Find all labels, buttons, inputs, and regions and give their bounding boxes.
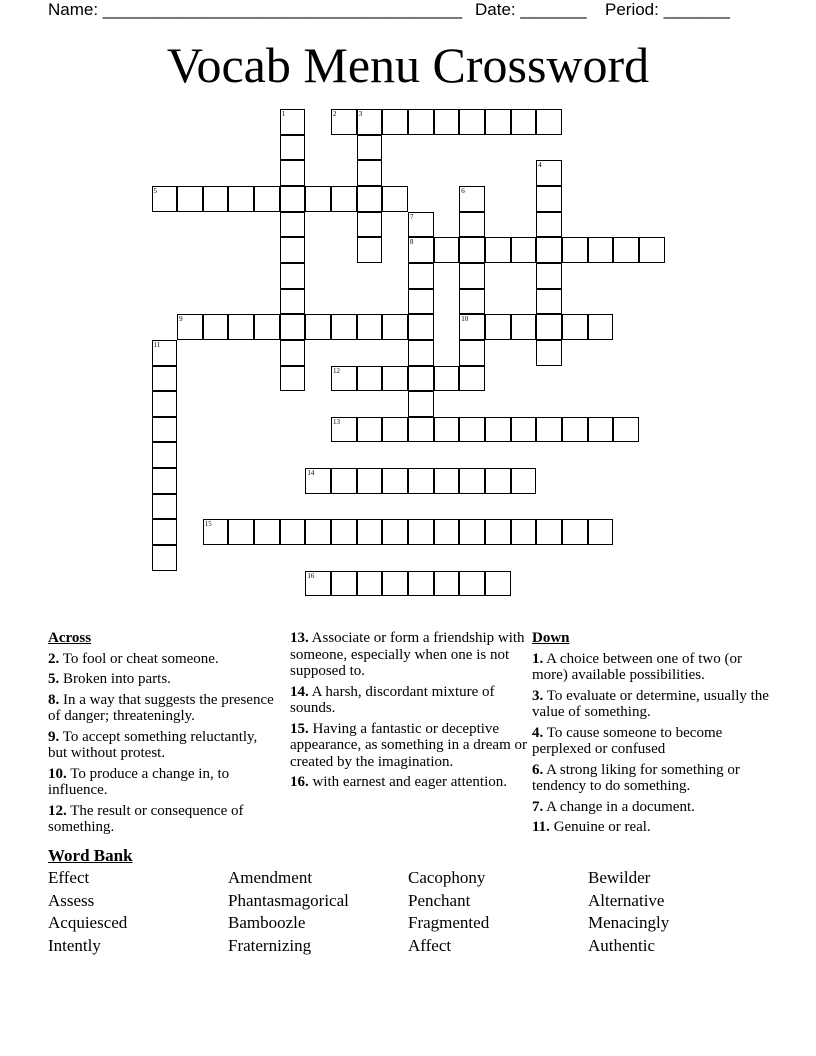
down-heading: Down <box>532 630 570 646</box>
clue-item <box>532 762 772 795</box>
clue-text: A choice between one of two (or more) available possibilities. <box>532 650 742 683</box>
grid-cell[interactable] <box>331 417 357 443</box>
grid-cell[interactable] <box>305 571 331 597</box>
clue-text: Genuine or real. <box>549 819 651 835</box>
grid-cell[interactable] <box>613 417 639 443</box>
clue-number: 2. <box>48 650 60 667</box>
grid-cell[interactable] <box>459 571 485 597</box>
grid-cell[interactable] <box>434 468 460 494</box>
grid-cell[interactable] <box>357 212 383 238</box>
grid-cell[interactable] <box>280 186 306 212</box>
grid-cell[interactable] <box>228 519 254 545</box>
clue-number: 4. <box>532 724 544 741</box>
grid-cell[interactable] <box>434 237 460 263</box>
grid-cell[interactable] <box>305 468 331 494</box>
clue-number: 7. <box>532 798 544 815</box>
grid-cell[interactable] <box>562 519 588 545</box>
grid-cell[interactable] <box>408 571 434 597</box>
grid-cell[interactable] <box>485 571 511 597</box>
grid-cell[interactable] <box>536 417 562 443</box>
grid-cell[interactable] <box>459 366 485 392</box>
clue-number: 10. <box>48 765 67 782</box>
grid-cell[interactable] <box>408 340 434 366</box>
grid-cell[interactable] <box>459 340 485 366</box>
clue-number: 2 <box>333 110 337 118</box>
date-field[interactable]: Date: _______ <box>475 0 587 19</box>
grid-cell[interactable] <box>511 109 537 135</box>
clue-text: To cause someone to become perplexed or confused <box>532 724 723 757</box>
grid-cell[interactable] <box>280 212 306 238</box>
grid-cell[interactable] <box>331 366 357 392</box>
word-bank-item: Menacingly <box>588 913 670 933</box>
grid-cell[interactable] <box>408 314 434 340</box>
grid-cell[interactable] <box>408 289 434 315</box>
name-field[interactable]: Name: ______________________________________ <box>48 0 463 19</box>
grid-cell[interactable] <box>408 468 434 494</box>
grid-cell[interactable] <box>305 186 331 212</box>
word-bank-item: Alternative <box>588 890 665 910</box>
across-clues <box>48 630 276 840</box>
clue-text: A strong liking for something or tendency to do something. <box>532 761 740 794</box>
grid-cell[interactable] <box>382 109 408 135</box>
grid-cell[interactable] <box>203 186 229 212</box>
grid-cell[interactable] <box>459 186 485 212</box>
grid-cell[interactable] <box>280 237 306 263</box>
word-bank-item: Bewilder <box>588 868 651 887</box>
grid-cell[interactable] <box>511 314 537 340</box>
grid-cell[interactable] <box>357 109 383 135</box>
grid-cell[interactable] <box>434 571 460 597</box>
grid-cell[interactable] <box>152 417 178 443</box>
clue-number: 8. <box>48 691 60 708</box>
clue-number: 1. <box>532 650 544 667</box>
clue-item <box>48 729 276 762</box>
grid-cell[interactable] <box>254 186 280 212</box>
word-bank-item: Assess <box>48 890 95 910</box>
grid-cell[interactable] <box>254 519 280 545</box>
clue-number: 5. <box>48 671 60 687</box>
grid-cell[interactable] <box>357 160 383 186</box>
word-bank-heading: Word Bank <box>48 846 133 865</box>
grid-cell[interactable] <box>459 212 485 238</box>
clue-text: To accept something reluctantly, but without protest. <box>48 728 258 761</box>
grid-cell[interactable] <box>331 186 357 212</box>
grid-cell[interactable] <box>485 314 511 340</box>
clue-number: 9. <box>48 728 60 745</box>
grid-cell[interactable] <box>382 366 408 392</box>
grid-cell[interactable] <box>536 289 562 315</box>
word-bank-item: Authentic <box>588 936 656 956</box>
clue-item <box>290 684 528 717</box>
across-heading: Across <box>48 630 92 646</box>
grid-cell[interactable] <box>152 494 178 520</box>
clue-item <box>532 651 772 684</box>
clue-number: 13. <box>290 630 309 646</box>
across-clues-continued <box>290 630 528 795</box>
word-bank-item: Fragmented <box>408 913 490 933</box>
grid-cell[interactable] <box>152 519 178 545</box>
grid-cell[interactable] <box>280 263 306 289</box>
clue-number: 11. <box>532 819 550 835</box>
grid-cell[interactable] <box>536 340 562 366</box>
clue-number: 6 <box>461 186 465 195</box>
grid-cell[interactable] <box>511 468 537 494</box>
clue-number: 14. <box>290 683 309 700</box>
grid-cell[interactable] <box>280 340 306 366</box>
grid-cell[interactable] <box>357 135 383 161</box>
clue-text: Associate or form a friendship with someone, especially when one is not supposed to. <box>290 630 525 679</box>
grid-cell[interactable] <box>613 237 639 263</box>
grid-cell[interactable] <box>331 109 357 135</box>
clue-number: 12 <box>333 366 341 375</box>
grid-cell[interactable] <box>331 571 357 597</box>
clue-number: 3 <box>358 110 363 118</box>
grid-cell[interactable] <box>152 442 178 468</box>
grid-cell[interactable] <box>280 289 306 315</box>
clue-text: To produce a change in, to influence. <box>48 765 230 798</box>
word-bank-item: Cacophony <box>408 868 486 887</box>
grid-cell[interactable] <box>562 417 588 443</box>
grid-cell[interactable] <box>228 314 254 340</box>
grid-cell[interactable] <box>152 468 178 494</box>
grid-cell[interactable] <box>511 417 537 443</box>
grid-cell[interactable] <box>152 340 178 366</box>
grid-cell[interactable] <box>562 237 588 263</box>
clue-number: 1 <box>281 110 286 118</box>
clue-item <box>290 774 528 791</box>
grid-cell[interactable] <box>357 468 383 494</box>
grid-cell[interactable] <box>485 519 511 545</box>
grid-cell[interactable] <box>588 314 614 340</box>
grid-cell[interactable] <box>459 237 485 263</box>
grid-cell[interactable] <box>408 263 434 289</box>
grid-cell[interactable] <box>459 263 485 289</box>
grid-cell[interactable] <box>408 391 434 417</box>
grid-cell[interactable] <box>536 237 562 263</box>
clue-number: 11 <box>153 340 161 349</box>
grid-cell[interactable] <box>152 366 178 392</box>
grid-cell[interactable] <box>357 571 383 597</box>
grid-cell[interactable] <box>280 135 306 161</box>
clue-number: 15. <box>290 720 309 737</box>
grid-cell[interactable] <box>459 519 485 545</box>
clue-number: 16. <box>290 774 309 790</box>
clue-text: To fool or cheat someone. <box>59 650 219 667</box>
grid-cell[interactable] <box>408 237 434 263</box>
clue-number: 4 <box>538 161 542 170</box>
clue-item <box>48 671 276 688</box>
grid-cell[interactable] <box>485 237 511 263</box>
grid-cell[interactable] <box>588 519 614 545</box>
grid-cell[interactable] <box>382 314 408 340</box>
clue-text: Broken into parts. <box>59 671 171 687</box>
clue-text: The result or consequence of something. <box>48 802 244 835</box>
grid-cell[interactable] <box>536 109 562 135</box>
grid-cell[interactable] <box>434 519 460 545</box>
grid-cell[interactable] <box>485 417 511 443</box>
clue-item <box>290 721 528 771</box>
clue-item <box>532 819 772 836</box>
period-field[interactable]: Period: _______ <box>605 0 730 19</box>
grid-cell[interactable] <box>536 186 562 212</box>
clue-number: 9 <box>179 315 183 324</box>
clue-text: To evaluate or determine, usually the value of something. <box>532 687 769 720</box>
grid-cell[interactable] <box>382 468 408 494</box>
grid-cell[interactable] <box>485 109 511 135</box>
grid-cell[interactable] <box>177 314 203 340</box>
grid-cell[interactable] <box>331 314 357 340</box>
clue-item <box>48 766 276 799</box>
grid-cell[interactable] <box>280 519 306 545</box>
clue-number: 8 <box>410 238 414 247</box>
grid-cell[interactable] <box>408 417 434 443</box>
grid-cell[interactable] <box>459 109 485 135</box>
grid-cell[interactable] <box>459 417 485 443</box>
page-title: Vocab Menu Crossword <box>166 37 650 93</box>
clue-number: 5 <box>153 186 157 195</box>
clue-number: 13 <box>333 417 341 426</box>
clue-text: In a way that suggests the presence of danger; threateningly. <box>48 691 274 724</box>
grid-cell[interactable] <box>536 160 562 186</box>
clue-number: 16 <box>307 571 315 580</box>
word-bank-item: Phantasmagorical <box>228 890 349 910</box>
grid-cell[interactable] <box>536 519 562 545</box>
grid-cell[interactable] <box>408 109 434 135</box>
clue-item <box>48 651 276 668</box>
word-bank-item: Acquiesced <box>48 913 128 933</box>
grid-cell[interactable] <box>485 468 511 494</box>
grid-cell[interactable] <box>511 237 537 263</box>
grid-cell[interactable] <box>459 314 485 340</box>
grid-cell[interactable] <box>357 314 383 340</box>
grid-cell[interactable] <box>511 519 537 545</box>
grid-cell[interactable] <box>357 417 383 443</box>
clue-number: 3. <box>532 687 544 704</box>
grid-cell[interactable] <box>434 109 460 135</box>
grid-cell[interactable] <box>331 468 357 494</box>
grid-cell[interactable] <box>152 545 178 571</box>
grid-cell[interactable] <box>177 186 203 212</box>
grid-cell[interactable] <box>562 314 588 340</box>
grid-cell[interactable] <box>305 519 331 545</box>
grid-cell[interactable] <box>331 519 357 545</box>
clue-number: 10 <box>461 315 469 324</box>
grid-cell[interactable] <box>459 289 485 315</box>
word-bank-item: Intently <box>48 936 101 956</box>
down-clues <box>532 630 772 840</box>
grid-cell[interactable] <box>203 519 229 545</box>
clue-item <box>48 803 276 836</box>
grid-cell[interactable] <box>382 186 408 212</box>
clue-text: A change in a document. <box>543 798 695 815</box>
grid-cell[interactable] <box>357 366 383 392</box>
clue-text: with earnest and eager attention. <box>308 774 508 790</box>
grid-cell[interactable] <box>536 263 562 289</box>
grid-cell[interactable] <box>357 519 383 545</box>
word-bank-item: Effect <box>48 868 90 887</box>
grid-cell[interactable] <box>254 314 280 340</box>
clue-item <box>532 799 772 816</box>
grid-cell[interactable] <box>152 391 178 417</box>
grid-cell[interactable] <box>434 417 460 443</box>
grid-cell[interactable] <box>280 160 306 186</box>
clue-item <box>48 692 276 725</box>
grid-cell[interactable] <box>228 186 254 212</box>
clue-number: 7 <box>410 212 414 221</box>
grid-cell[interactable] <box>434 366 460 392</box>
grid-cell[interactable] <box>280 109 306 135</box>
clue-item <box>532 688 772 721</box>
clue-number: 15 <box>204 520 212 529</box>
grid-cell[interactable] <box>408 519 434 545</box>
grid-cell[interactable] <box>152 186 178 212</box>
word-bank-item: Fraternizing <box>228 936 312 956</box>
grid-cell[interactable] <box>536 212 562 238</box>
clue-text: Having a fantastic or deceptive appearance, as something in a dream or created by the imagination. <box>290 720 527 770</box>
grid-cell[interactable] <box>382 519 408 545</box>
grid-cell[interactable] <box>382 417 408 443</box>
grid-cell[interactable] <box>408 212 434 238</box>
word-bank-item: Penchant <box>408 890 471 910</box>
grid-cell[interactable] <box>280 314 306 340</box>
grid-cell[interactable] <box>459 468 485 494</box>
grid-cell[interactable] <box>588 417 614 443</box>
word-bank-item: Affect <box>408 936 452 956</box>
grid-cell[interactable] <box>280 366 306 392</box>
grid-cell[interactable] <box>305 314 331 340</box>
grid-cell[interactable] <box>536 314 562 340</box>
clue-item <box>290 630 528 680</box>
grid-cell[interactable] <box>639 237 665 263</box>
word-bank-item: Amendment <box>228 868 313 887</box>
word-bank-item: Bamboozle <box>228 913 306 933</box>
clue-number: 12. <box>48 802 67 819</box>
clue-text: A harsh, discordant mixture of sounds. <box>290 683 495 716</box>
grid-cell[interactable] <box>357 237 383 263</box>
grid-cell[interactable] <box>382 571 408 597</box>
clue-number: 6. <box>532 761 544 778</box>
grid-cell[interactable] <box>588 237 614 263</box>
grid-cell[interactable] <box>357 186 383 212</box>
clue-number: 14 <box>307 469 315 478</box>
grid-cell[interactable] <box>408 366 434 392</box>
grid-cell[interactable] <box>203 314 229 340</box>
clue-item <box>532 725 772 758</box>
